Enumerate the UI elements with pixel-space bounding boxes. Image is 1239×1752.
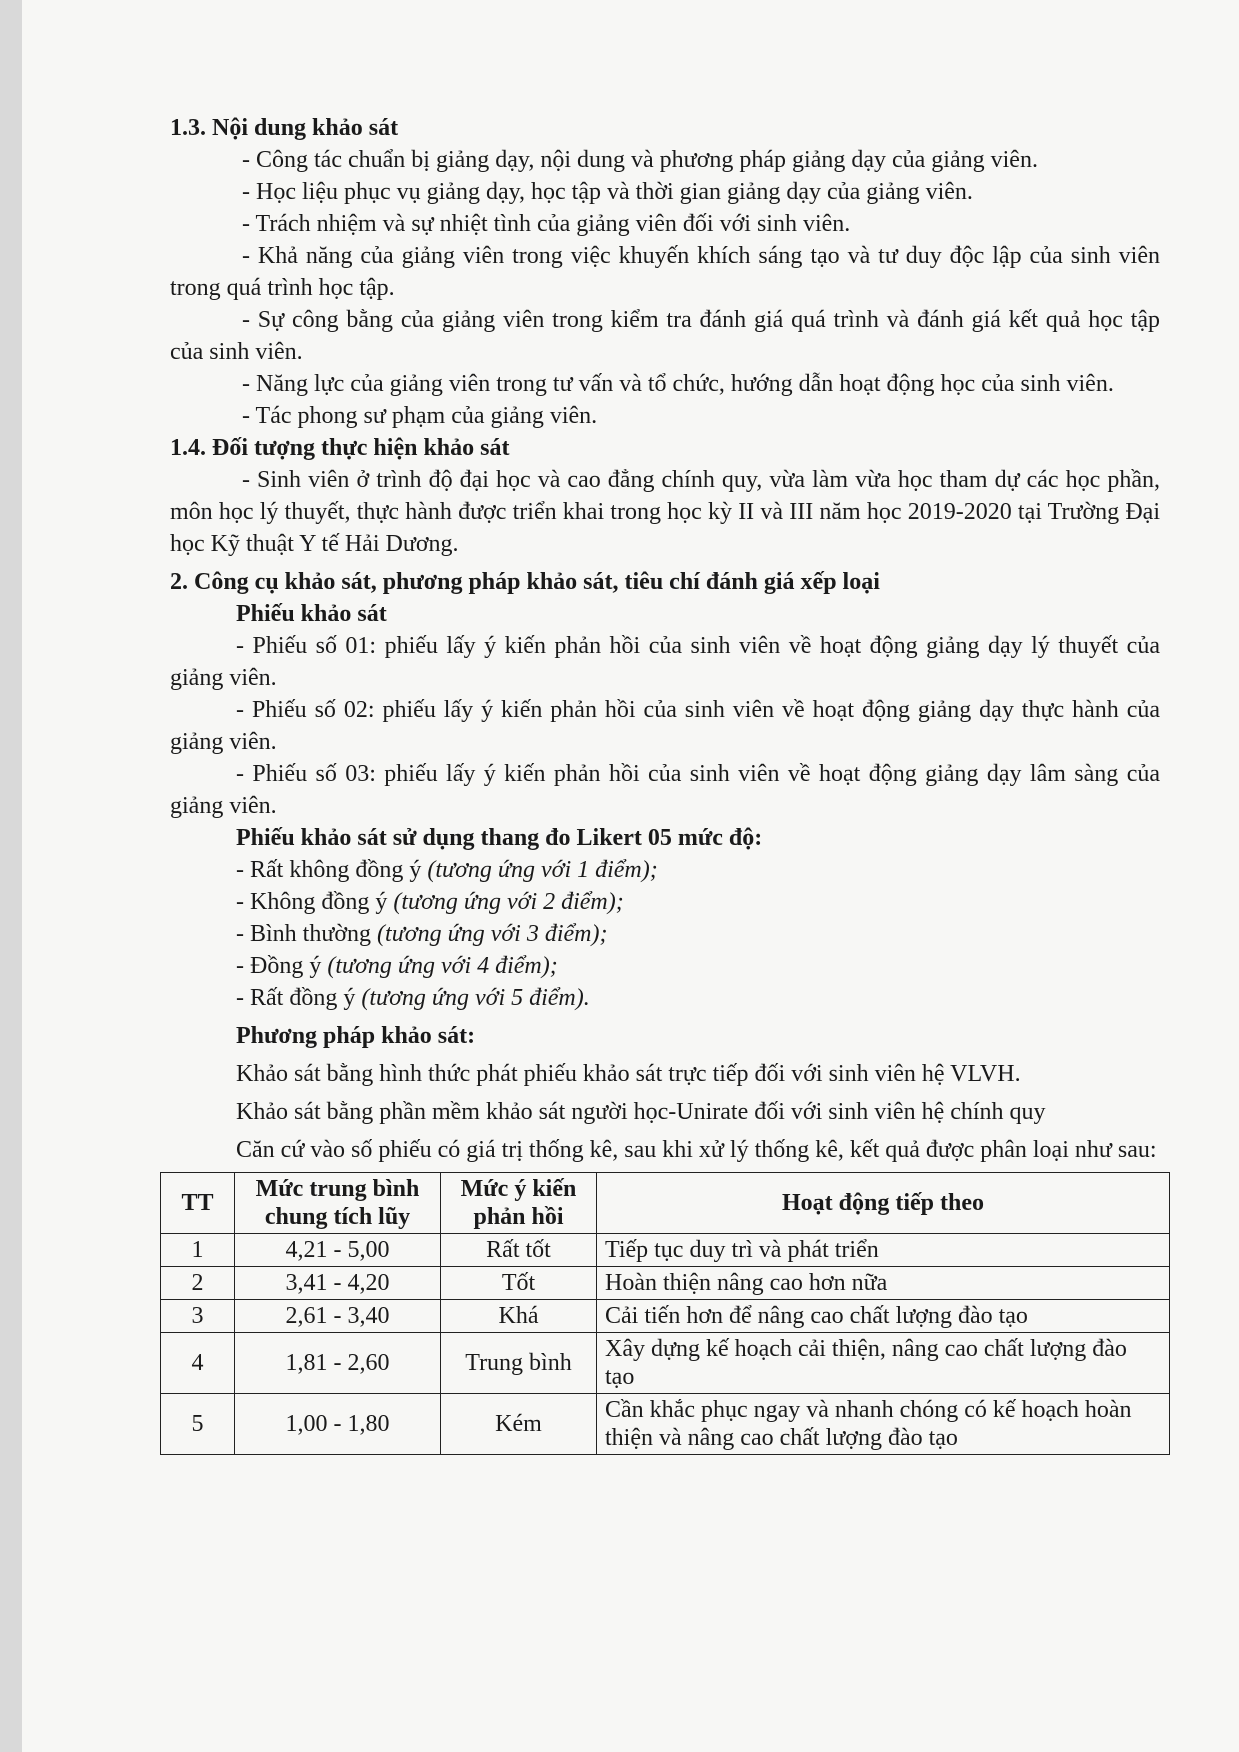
- cell-tt: 4: [161, 1333, 235, 1394]
- content-item: - Học liệu phục vụ giảng dạy, học tập và thời gian giảng dạy của giảng viên.: [242, 179, 973, 205]
- content-item: - Trách nhiệm và sự nhiệt tình của giảng viên đối với sinh viên.: [242, 211, 851, 237]
- table-row: [161, 1333, 1170, 1394]
- likert-note: (tương ứng với 2 điểm);: [393, 889, 624, 915]
- cell-range: 1,81 - 2,60: [235, 1333, 441, 1394]
- table-header: Mức trung bình chung tích lũy: [235, 1173, 441, 1234]
- table-row: [161, 1394, 1170, 1455]
- likert-item: [236, 886, 1160, 918]
- section-2-heading: 2. Công cụ khảo sát, phương pháp khảo sát, tiêu chí đánh giá xếp loại: [170, 569, 880, 595]
- cell-level: Trung bình: [441, 1333, 597, 1394]
- cell-action: Hoàn thiện nâng cao hơn nữa: [597, 1267, 1170, 1300]
- section-1-3-heading: 1.3. Nội dung khảo sát: [170, 115, 399, 141]
- method-heading: Phương pháp khảo sát:: [236, 1023, 476, 1049]
- classification-table: [160, 1172, 1170, 1455]
- likert-note: (tương ứng với 4 điểm);: [327, 953, 558, 979]
- cell-level: Kém: [441, 1394, 597, 1455]
- cell-tt: 3: [161, 1300, 235, 1333]
- cell-tt: 1: [161, 1234, 235, 1267]
- likert-note: (tương ứng với 1 điểm);: [427, 857, 658, 883]
- likert-item: [236, 918, 1160, 950]
- classification-intro: Căn cứ vào số phiếu có giá trị thống kê, sau khi xử lý thống kê, kết quả được phân loại như sau:: [236, 1137, 1157, 1163]
- table-header: TT: [161, 1173, 235, 1234]
- cell-tt: 2: [161, 1267, 235, 1300]
- likert-item: [236, 950, 1160, 982]
- content-item: - Khả năng của giảng viên trong việc khuyến khích sáng tạo và tư duy độc lập của sinh viên trong quá trình học tập.: [170, 243, 1160, 301]
- cell-range: 4,21 - 5,00: [235, 1234, 441, 1267]
- likert-note: (tương ứng với 3 điểm);: [377, 921, 608, 947]
- likert-label: - Không đồng ý: [236, 889, 394, 915]
- content-item: - Tác phong sư phạm của giảng viên.: [242, 403, 598, 429]
- cell-range: 3,41 - 4,20: [235, 1267, 441, 1300]
- likert-label: - Rất đồng ý: [236, 985, 362, 1011]
- cell-action: Cần khắc phục ngay và nhanh chóng có kế hoạch hoàn thiện và nâng cao chất lượng đào tạo: [597, 1394, 1170, 1455]
- form-item: - Phiếu số 01: phiếu lấy ý kiến phản hồi của sinh viên về hoạt động giảng dạy lý thuyết của giảng viên.: [170, 633, 1160, 691]
- content-item: - Năng lực của giảng viên trong tư vấn và tổ chức, hướng dẫn hoạt động học của sinh viên.: [242, 371, 1114, 397]
- cell-level: Khá: [441, 1300, 597, 1333]
- cell-level: Tốt: [441, 1267, 597, 1300]
- likert-label: - Đồng ý: [236, 953, 328, 979]
- document-content: [170, 112, 1160, 1455]
- cell-range: 1,00 - 1,80: [235, 1394, 441, 1455]
- cell-tt: 5: [161, 1394, 235, 1455]
- likert-note: (tương ứng với 5 điểm).: [361, 985, 590, 1011]
- form-heading: Phiếu khảo sát: [236, 601, 387, 627]
- section-1-4-heading: 1.4. Đối tượng thực hiện khảo sát: [170, 435, 510, 461]
- content-item: - Sự công bằng của giảng viên trong kiểm tra đánh giá quá trình và đánh giá kết quả học tập của sinh viên.: [170, 307, 1160, 365]
- likert-item: [236, 854, 1160, 886]
- form-item: - Phiếu số 02: phiếu lấy ý kiến phản hồi của sinh viên về hoạt động giảng dạy thực hành của giảng viên.: [170, 697, 1160, 755]
- section-1-4-text: - Sinh viên ở trình độ đại học và cao đẳng chính quy, vừa làm vừa học tham dự các học phần, môn học lý thuyết, thực hành được triển khai trong học kỳ II và III năm học 2019-2020 tại Trường Đại học Kỹ thuật Y tế Hải Dương.: [170, 467, 1160, 557]
- method-text: Khảo sát bằng hình thức phát phiếu khảo sát trực tiếp đối với sinh viên hệ VLVH.: [236, 1061, 1021, 1087]
- cell-action: Cải tiến hơn để nâng cao chất lượng đào tạo: [597, 1300, 1170, 1333]
- cell-level: Rất tốt: [441, 1234, 597, 1267]
- table-header: Mức ý kiến phản hồi: [441, 1173, 597, 1234]
- table-row: [161, 1234, 1170, 1267]
- cell-range: 2,61 - 3,40: [235, 1300, 441, 1333]
- content-item: - Công tác chuẩn bị giảng dạy, nội dung và phương pháp giảng dạy của giảng viên.: [242, 147, 1038, 173]
- cell-action: Tiếp tục duy trì và phát triển: [597, 1234, 1170, 1267]
- table-header: Hoạt động tiếp theo: [597, 1173, 1170, 1234]
- likert-item: [236, 982, 1160, 1014]
- document-page: [22, 0, 1239, 1752]
- method-text: Khảo sát bằng phần mềm khảo sát người học-Unirate đối với sinh viên hệ chính quy: [236, 1099, 1046, 1125]
- form-item: - Phiếu số 03: phiếu lấy ý kiến phản hồi của sinh viên về hoạt động giảng dạy lâm sàng của giảng viên.: [170, 761, 1160, 819]
- likert-label: - Bình thường: [236, 921, 378, 947]
- table-row: [161, 1267, 1170, 1300]
- cell-action: Xây dựng kế hoạch cải thiện, nâng cao chất lượng đào tạo: [597, 1333, 1170, 1394]
- likert-label: - Rất không đồng ý: [236, 857, 428, 883]
- table-header-row: [161, 1173, 1170, 1234]
- likert-heading: Phiếu khảo sát sử dụng thang đo Likert 05 mức độ:: [236, 825, 763, 851]
- table-row: [161, 1300, 1170, 1333]
